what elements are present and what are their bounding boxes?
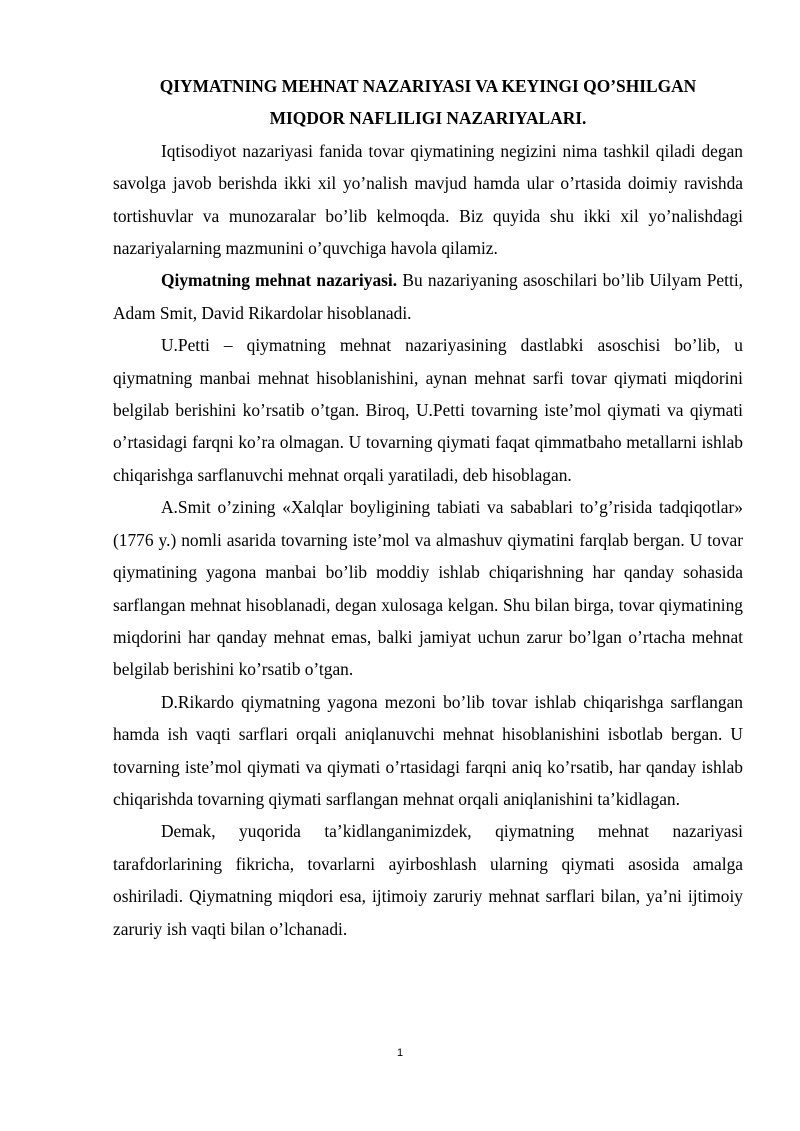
- paragraph-smith: A.Smit o’zining «Xalqlar boyligining tabiati va sabablari to’g’risida tadqiqotlar» (1776 y.) nomli asarida tovarning iste’mol va almashuv qiymatini farqlab bergan. U tovar qiymatining yagona manbai bo’lib moddiy ishlab chiqarishning har qanday sohasida sarflangan mehnat hisoblanadi, degan xulosaga kelgan. Shu bilan birga, tovar qiymatining miqdorini har qanday mehnat emas, balki jamiyat uchun zarur bo’lgan o’rtacha mehnat belgilab berishini ko’rsatib o’tgan.: [113, 497, 743, 680]
- paragraph-conclusion: Demak, yuqorida ta’kidlanganimizdek, qiymatning mehnat nazariyasi tarafdorlarining fikricha, tovarlarni ayirboshlash ularning qiymati asosida amalga oshiriladi. Qiymatning miqdori esa, ijtimoiy zaruriy mehnat sarflari bilan, ya’ni ijtimoiy zaruriy ish vaqti bilan o’lchanadi.: [113, 821, 743, 939]
- title-line-2: MIQDOR NAFLILIGI NAZARIYALARI.: [269, 108, 587, 129]
- labor-theory-text: Bu nazariyaning asoschilari bo’lib Uilyam Petti, Adam Smit, David Rikardolar hisoblanadi.: [113, 270, 743, 323]
- paragraph-intro: Iqtisodiyot nazariyasi fanida tovar qiymatining negizini nima tashkil qiladi degan savolga javob berishda ikki xil yo’nalish mavjud hamda ular o’rtasida doimiy ravishda tortishuvlar va munozaralar bo’lib kelmoqda. Biz quyida shu ikki xil yo’nalishdagi nazariyalarning mazmunini o’quvchiga havola qilamiz.: [113, 140, 743, 259]
- paragraph-labor-theory: [113, 264, 743, 329]
- paragraph-ricardo: D.Rikardo qiymatning yagona mezoni bo’lib tovar ishlab chiqarishga sarflangan hamda ish vaqti sarflari orqali aniqlanuvchi mehnat hisoblanishini isbotlab bergan. U tovarning iste’mol qiymati va qiymati o’rtasidagi farqni aniq ko’rsatib, har qanday ishlab chiqarishda tovarning qiymati sarflangan mehnat orqali aniqlanishini ta’kidlagan.: [113, 691, 743, 809]
- paragraph-petti: U.Petti – qiymatning mehnat nazariyasining dastlabki asoschisi bo’lib, u qiymatning manbai mehnat hisoblanishini, aynan mehnat sarfi tovar qiymati miqdorini belgilab berishini ko’rsatib o’tgan. Biroq, U.Petti tovarning iste’mol qiymati va qiymati o’rtasidagi farqni ko’ra olmagan. U tovarning qiymati faqat qimmatbaho metallarni ishlab chiqarishga sarflanuvchi mehnat orqali yaratiladi, deb hisoblagan.: [113, 335, 743, 485]
- page-number: 1: [396, 1047, 404, 1059]
- title-line-1: QIYMATNING MEHNAT NAZARIYASI VA KEYINGI QO’SHILGAN: [159, 76, 697, 96]
- labor-theory-heading: Qiymatning mehnat nazariyasi.: [161, 270, 398, 291]
- document-title: [113, 70, 743, 135]
- document-body: [113, 70, 743, 945]
